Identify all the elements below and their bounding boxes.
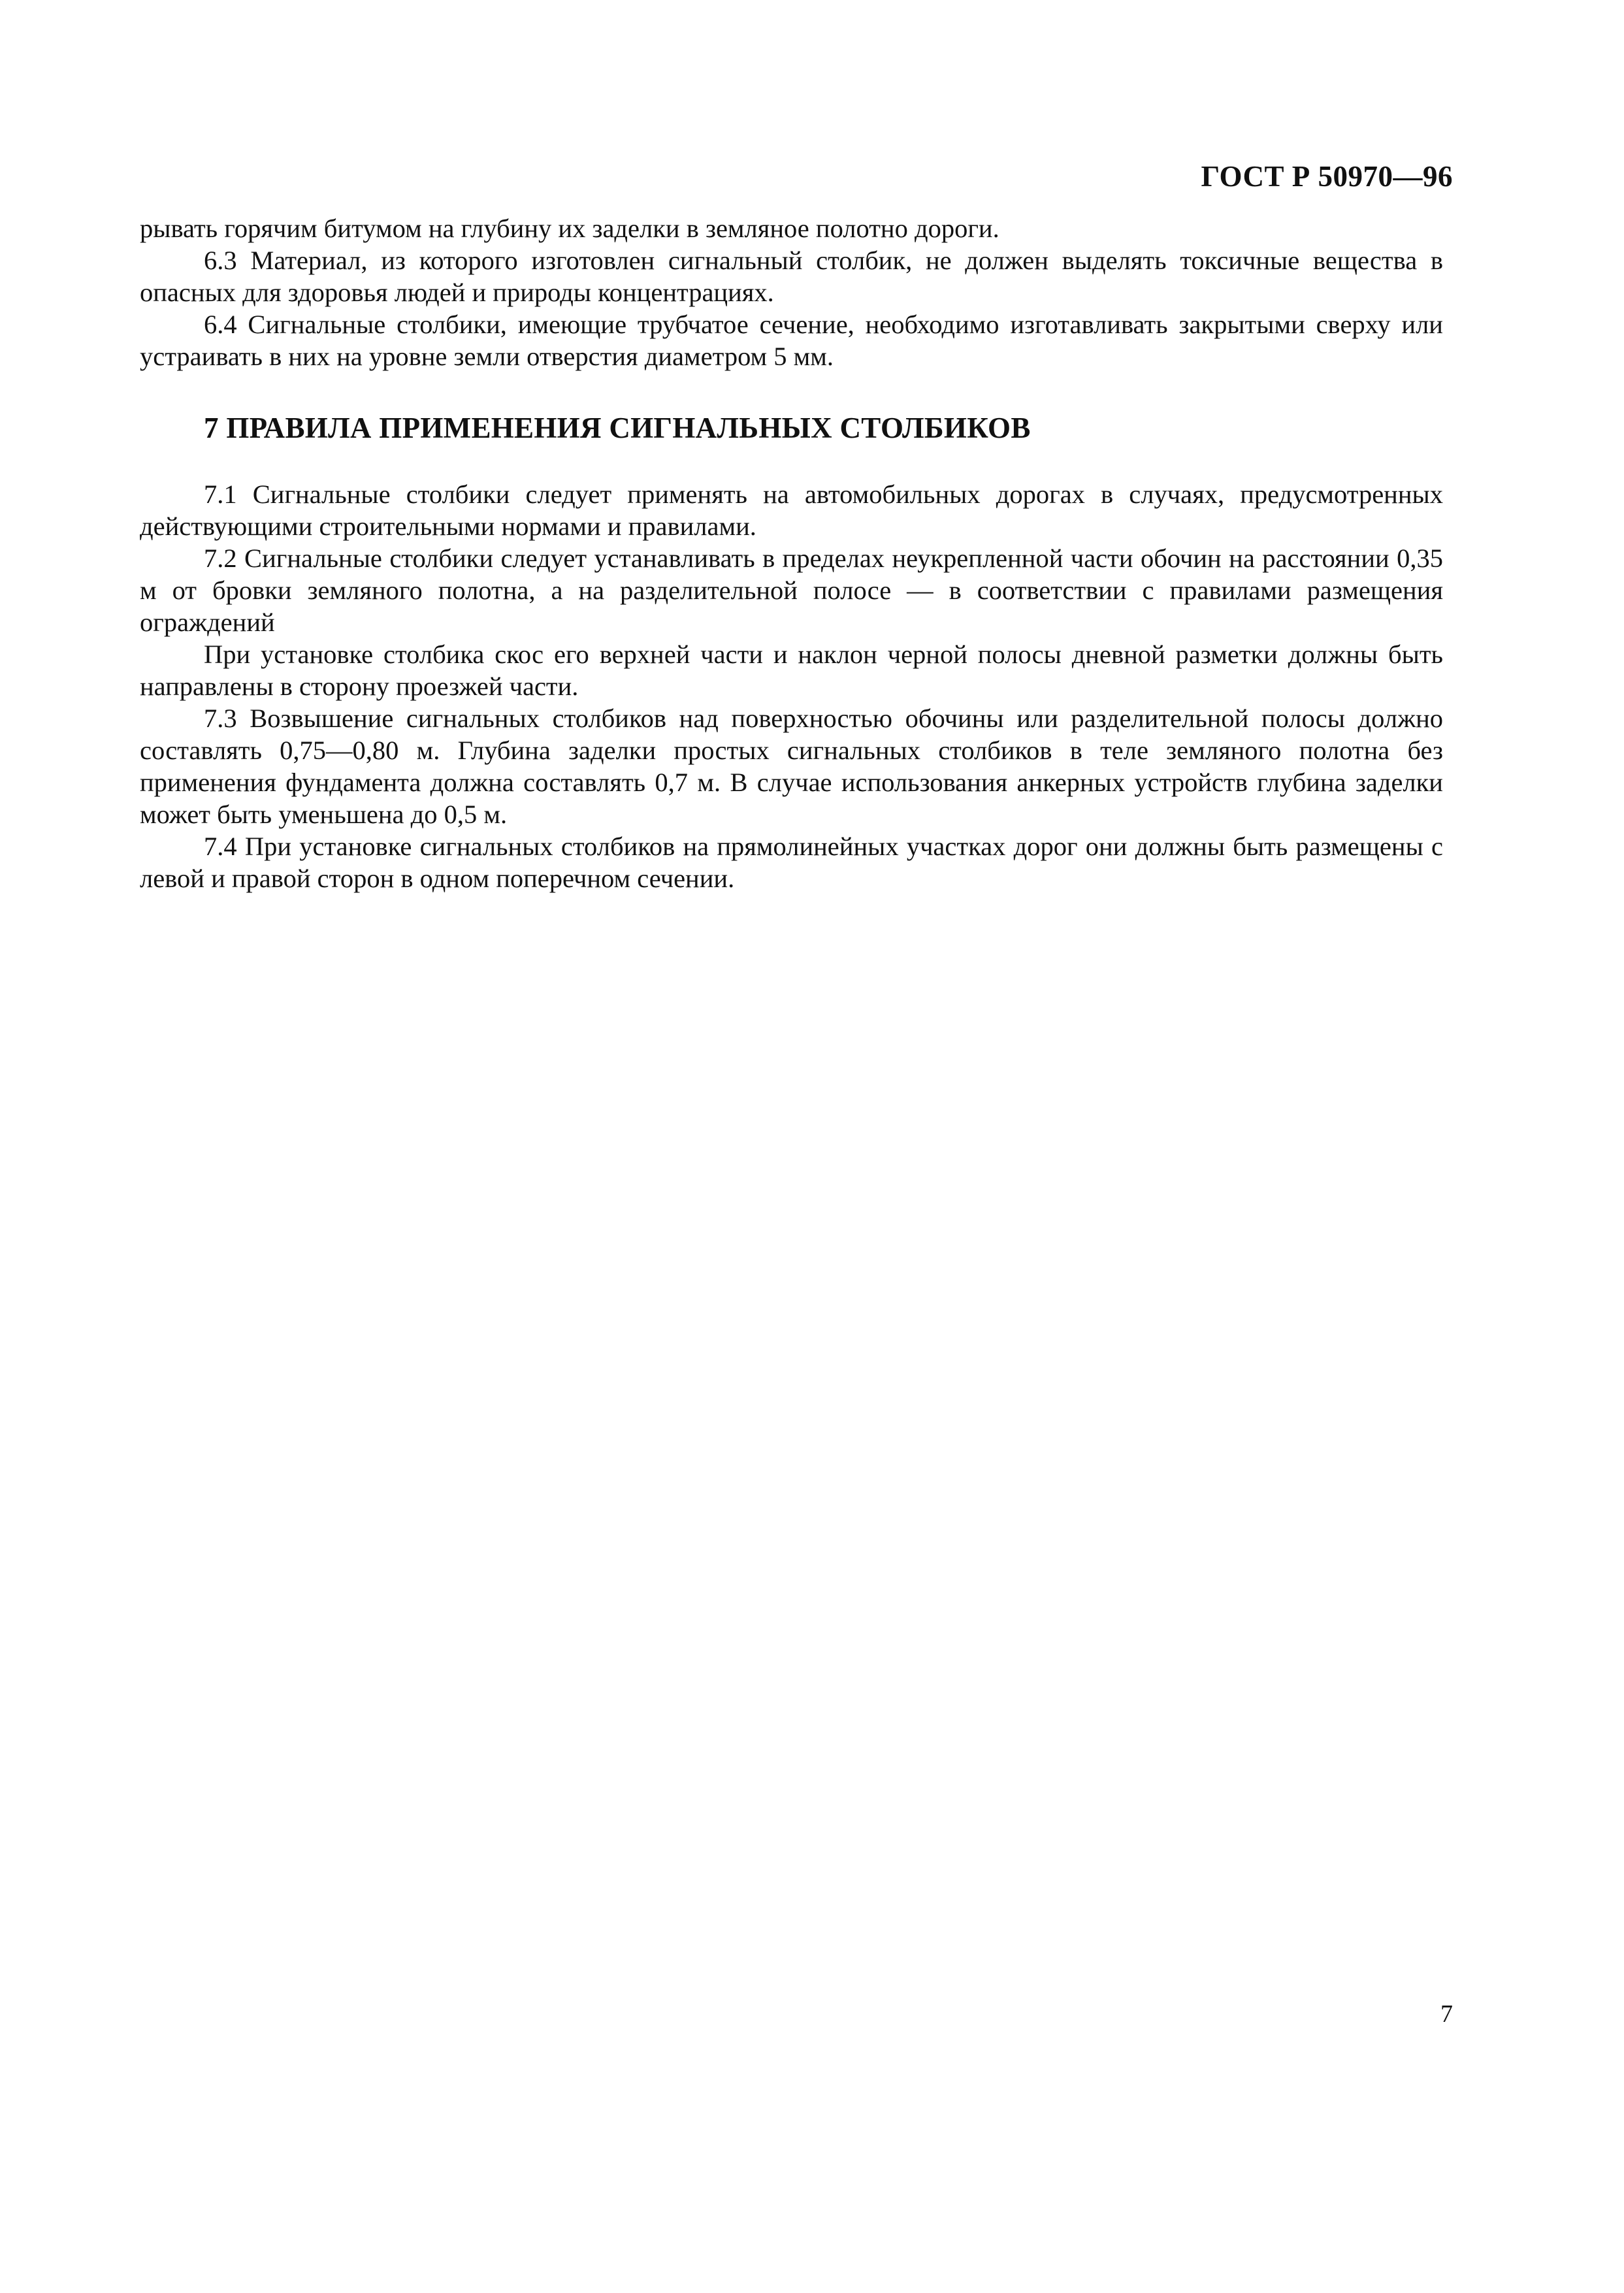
paragraph-6-3: 6.3 Материал, из которого изготовлен сигнальный столбик, не должен выделять токсичные вещества в опасных для здоровья людей и природы концентрациях. [140, 246, 1443, 307]
section-7-heading: 7 ПРАВИЛА ПРИМЕНЕНИЯ СИГНАЛЬНЫХ СТОЛБИКОВ [204, 412, 1031, 444]
document-code-header: ГОСТ Р 50970—96 [1201, 160, 1453, 193]
section-6-text [140, 212, 1443, 372]
paragraph-7-4: 7.4 При установке сигнальных столбиков на прямолинейных участках дорог они должны быть размещены с левой и правой сторон в одном поперечном сечении. [140, 832, 1443, 893]
paragraph-7-2-note: При установке столбика скос его верхней части и наклон черной полосы дневной разметки должны быть направлены в сторону проезжей части. [140, 640, 1443, 701]
paragraph-7-3: 7.3 Возвышение сигнальных столбиков над поверхностью обочины или разделительной полосы должно составлять 0,75—0,80 м. Глубина заделки простых сигнальных столбиков в теле земляного полотна без применения фундамента должна составлять 0,7 м. В случае использования анкерных устройств глубина заделки может быть уменьшена до 0,5 м. [140, 704, 1443, 829]
paragraph-6-2-continuation: рывать горячим битумом на глубину их заделки в земляное полотно дороги. [140, 214, 999, 243]
page-number: 7 [1440, 2000, 1453, 2028]
section-7-text [140, 478, 1443, 894]
paragraph-7-2: 7.2 Сигнальные столбики следует устанавливать в пределах неукрепленной части обочин на расстоянии 0,35 м от бровки земляного полотна, а на разделительной полосе — в соответствии с правилами размещения ограждений [140, 544, 1443, 637]
paragraph-6-4: 6.4 Сигнальные столбики, имеющие трубчатое сечение, необходимо изготавливать закрытыми сверху или устраивать в них на уровне земли отверстия диаметром 5 мм. [140, 310, 1443, 371]
paragraph-7-1: 7.1 Сигнальные столбики следует применять на автомобильных дорогах в случаях, предусмотренных действующими строительными нормами и правилами. [140, 480, 1443, 541]
